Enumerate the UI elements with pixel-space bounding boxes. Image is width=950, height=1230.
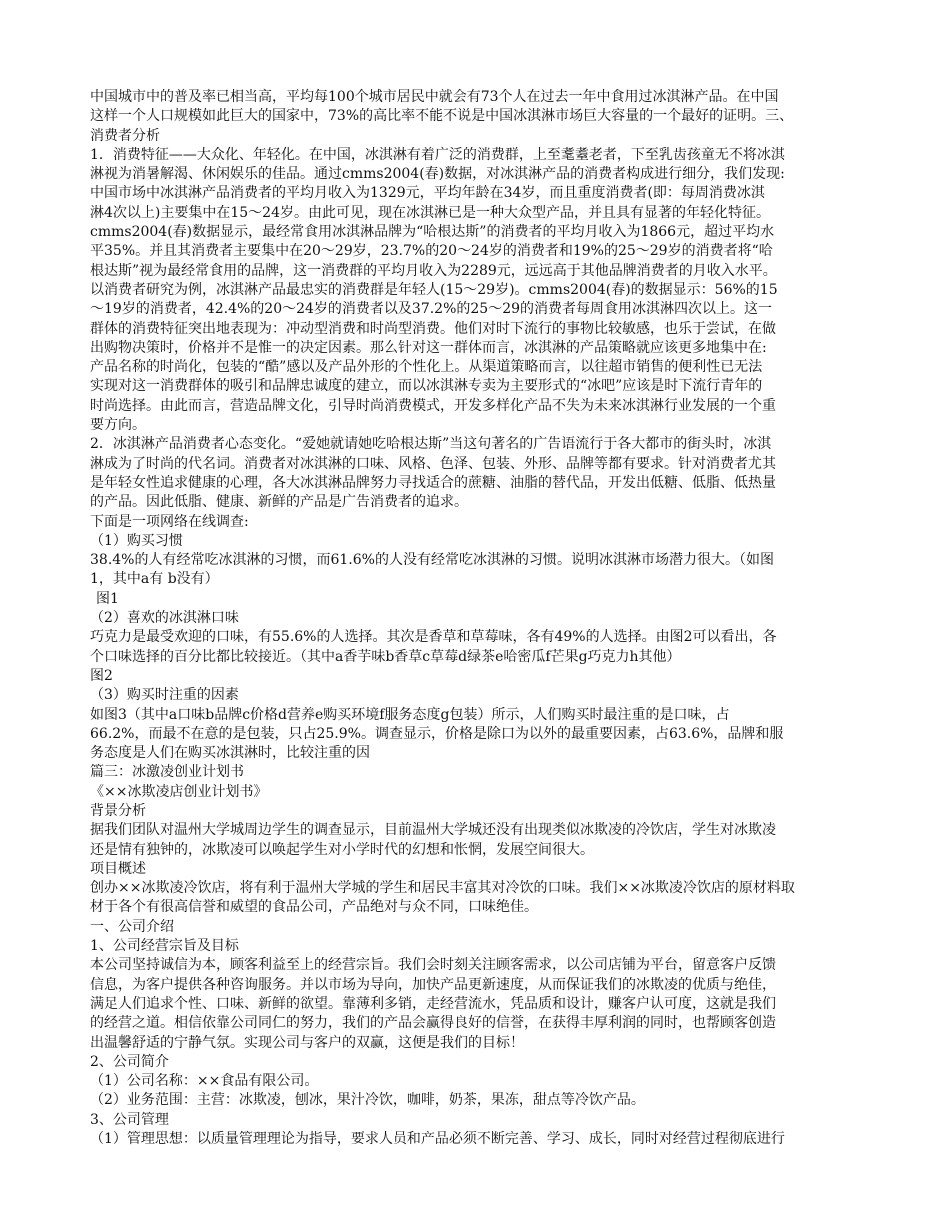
text-line: （1）购买习惯 <box>90 532 183 549</box>
text-line: 产品名称的时尚化，包装的“酷”感以及产品外形的个性化上。从渠道策略而言，以往超市销售的便利性已无法 <box>90 359 763 376</box>
text-line: 图1 <box>96 590 119 607</box>
text-line: 消费者分析 <box>90 127 160 144</box>
paragraph <box>90 435 862 512</box>
paragraph <box>90 551 862 590</box>
text-line: 2．冰淇淋产品消费者心态变化。“爱她就请她吃哈根达斯”当这句著名的广告语流行于各大都市的街头时，冰淇 <box>90 436 772 453</box>
paragraph <box>90 802 862 821</box>
text-line: cmms2004(春)数据显示，最经常食用冰淇淋品牌为“哈根达斯”的消费者的平均月收入为1866元，超过平均水 <box>90 224 775 241</box>
paragraph <box>90 686 862 705</box>
paragraph <box>90 763 862 782</box>
text-line: 淋4次以上)主要集中在15～24岁。由此可见，现在冰淇淋已是一种大众型产品，并且具有显著的年轻化特征。 <box>90 204 770 221</box>
text-line: 根达斯”视为最经常食用的品牌，这一消费群的平均月收入为2289元，远远高于其他品牌消费者的月收入水平。 <box>90 262 777 279</box>
text-line: 中国市场中冰淇淋产品消费者的平均月收入为1329元，平均年龄在34岁，而且重度消费者(即：每周消费冰淇 <box>90 185 765 202</box>
paragraph <box>90 860 862 879</box>
paragraph <box>90 1072 862 1091</box>
text-line: 要方向。 <box>90 417 146 434</box>
text-line: 出购物决策时，价格并不是惟一的决定因素。那么针对这一群体而言，冰淇淋的产品策略就应该更多地集中在: <box>90 339 767 356</box>
text-line: 淋成为了时尚的代名词。消费者对冰淇淋的口味、风格、色泽、包装、外形、品牌等都有要求。针对消费者尤其 <box>90 455 776 472</box>
text-line: （3）购买时注重的因素 <box>90 687 239 704</box>
text-line: 66.2%，而最不在意的是包装，只占25.9%。调查显示，价格是除口为以外的最重要因素，占63.6%，品牌和服 <box>90 725 784 742</box>
text-line: ～19岁的消费者，42.4%的20～24岁的消费者以及37.2%的25～29的消费者每周食用冰淇淋四次以上。这一 <box>90 301 773 318</box>
text-line: 务态度是人们在购买冰淇淋时，比较注重的因 <box>90 745 370 762</box>
text-line: 淋视为消暑解渴、休闲娱乐的佳品。通过cmms2004(春)数据，对冰淇淋产品的消费者构成进行细分，我们发现: <box>90 166 785 183</box>
text-line: 图2 <box>90 667 113 684</box>
text-line: 出温馨舒适的宁静气氛。实现公司与客户的双赢，这便是我们的目标！ <box>90 1034 524 1051</box>
paragraph <box>90 513 862 532</box>
paragraph <box>90 88 862 146</box>
text-line: 据我们团队对温州大学城周边学生的调查显示，目前温州大学城还没有出现类似冰欺凌的冷饮店，学生对冰欺凌 <box>90 822 776 839</box>
text-line: 3、公司管理 <box>90 1111 169 1128</box>
paragraph <box>90 783 862 802</box>
text-line: 《××冰欺凌店创业计划书》 <box>90 783 268 800</box>
paragraph <box>90 1111 862 1130</box>
paragraph <box>90 1053 862 1072</box>
text-line: 材于各个有很高信誉和威望的食品公司，产品绝对与众不同，口味绝佳。 <box>90 899 538 916</box>
text-line: 项目概述 <box>90 860 146 877</box>
text-line: （2）业务范围：主营：冰欺凌，刨冰，果汁冷饮，咖啡，奶茶，果冻，甜点等冷饮产品。 <box>90 1092 645 1109</box>
paragraph <box>90 956 862 1052</box>
text-line: 信息，为客户提供各种咨询服务。并以市场为导向，加快产品更新速度，从而保证我们的冰欺凌的优质与绝佳， <box>90 976 776 993</box>
text-line: 个口味选择的百分比都比较接近。（其中a香芋味b香草c草莓d绿茶e哈密瓜f芒果g巧克力h其他） <box>90 648 681 665</box>
text-line: 背景分析 <box>90 802 146 819</box>
text-line: 中国城市中的普及率已相当高，平均每100个城市居民中就会有73个人在过去一年中食用过冰淇淋产品。在中国 <box>90 89 779 105</box>
text-line: 的经营之道。相信依靠公司同仁的努力，我们的产品会赢得良好的信誉，在获得丰厚利润的同时，也帮顾客创造 <box>90 1015 776 1032</box>
paragraph <box>90 937 862 956</box>
text-line: 是年轻女性追求健康的心理，各大冰淇淋品牌努力寻找适合的蔗糖、油脂的替代品，开发出低糖、低脂、低热量 <box>90 474 776 491</box>
text-line: 1、公司经营宗旨及目标 <box>90 938 239 955</box>
text-line: 实现对这一消费群体的吸引和品牌忠诚度的建立，而以冰淇淋专卖为主要形式的“冰吧”应该是时下流行青年的 <box>90 378 763 395</box>
text-line: 如图3（其中a口味b品牌c价格d营养e购买环境f服务态度g包装）所示，人们购买时最注重的是口味，占 <box>90 706 730 723</box>
text-line: 满足人们追求个性、口味、新鲜的欲望。靠薄利多销，走经营流水，凭品质和设计，赚客户认可度，这就是我们 <box>90 995 776 1012</box>
text-line: 时尚选择。由此而言，营造品牌文化，引导时尚消费模式，开发多样化产品不失为未来冰淇淋行业发展的一个重 <box>90 397 776 414</box>
text-line: 巧克力是最受欢迎的口味，有55.6%的人选择。其次是香草和草莓味，各有49%的人选择。由图2可以看出，各 <box>90 629 777 646</box>
text-line: （1）公司名称：××食品有限公司。 <box>90 1073 319 1090</box>
text-line: 的产品。因此低脂、健康、新鲜的产品是广告消费者的追求。 <box>90 494 468 511</box>
text-line: 下面是一项网络在线调查: <box>90 513 249 530</box>
text-line: 还是情有独钟的，冰欺凌可以唤起学生对小学时代的幻想和怅惘，发展空间很大。 <box>90 841 594 858</box>
paragraph <box>90 590 862 609</box>
paragraph <box>90 628 862 667</box>
paragraph <box>90 1091 862 1110</box>
text-line: 一、公司介绍 <box>90 918 174 935</box>
paragraph <box>90 146 862 435</box>
text-line: 群体的消费特征突出地表现为：冲动型消费和时尚型消费。他们对时下流行的事物比较敏感，也乐于尝试，在做 <box>90 320 776 337</box>
text-line: 1．消费特征——大众化、年轻化。在中国，冰淇淋有着广泛的消费群，上至耄耋老者，下至乳齿孩童无不将冰淇 <box>90 146 785 163</box>
text-line: 这样一个人口规模如此巨大的国家中，73%的高比率不能不说是中国冰淇淋市场巨大容量的一个最好的证明。三、 <box>90 108 794 125</box>
paragraph <box>90 609 862 628</box>
paragraph <box>90 706 862 764</box>
text-line: 38.4%的人有经常吃冰淇淋的习惯，而61.6%的人没有经常吃冰淇淋的习惯。说明冰淇淋市场潜力很大。（如图 <box>90 552 774 569</box>
text-line: 篇三：冰激凌创业计划书 <box>90 764 244 781</box>
text-line: 平35%。并且其消费者主要集中在20～29岁，23.7%的20～24岁的消费者和19%的25～29岁的消费者将“哈 <box>90 243 773 260</box>
paragraph <box>90 821 862 860</box>
paragraph <box>90 1130 862 1149</box>
text-line: （1）管理思想：以质量管理理论为指导，要求人员和产品必须不断完善、学习、成长，同时对经营过程彻底进行 <box>90 1131 785 1148</box>
text-line: 1，其中a有 b没有） <box>90 571 219 588</box>
text-line: 本公司坚持诚信为本，顾客利益至上的经营宗旨。我们会时刻关注顾客需求，以公司店铺为平台，留意客户反馈 <box>90 957 776 974</box>
paragraph <box>90 532 862 551</box>
paragraph <box>90 918 862 937</box>
paragraph <box>90 879 862 918</box>
paragraph <box>90 667 862 686</box>
text-line: 创办××冰欺凌冷饮店，将有利于温州大学城的学生和居民丰富其对冷饮的口味。我们××冰欺凌冷饮店的原材料取 <box>90 880 795 897</box>
text-line: 2、公司简介 <box>90 1053 169 1070</box>
text-line: （2）喜欢的冰淇淋口味 <box>90 610 239 627</box>
text-line: 以消费者研究为例，冰淇淋产品最忠实的消费群是年轻人(15～29岁)。cmms2004(春)的数据显示：56%的15 <box>90 281 778 298</box>
